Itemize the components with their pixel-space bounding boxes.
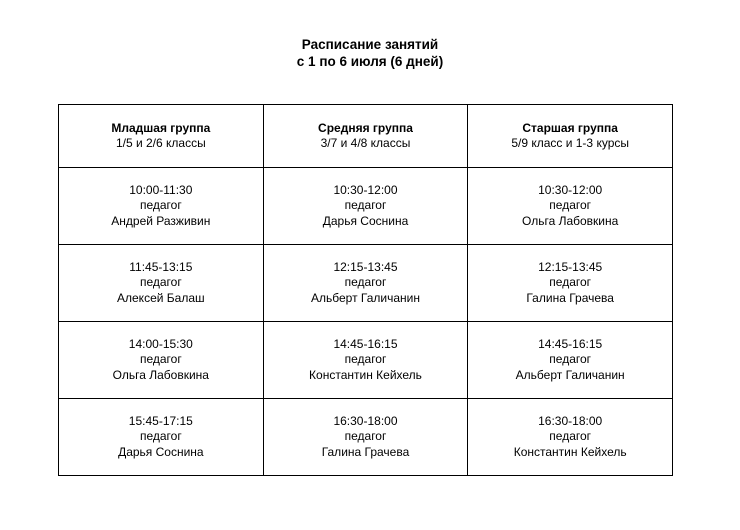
slot-role: педагог xyxy=(344,275,387,290)
schedule-cell xyxy=(59,399,264,476)
slot-time: 16:30-18:00 xyxy=(333,413,398,428)
table-row xyxy=(59,322,673,399)
schedule-body xyxy=(59,168,673,476)
slot-time: 14:45-16:15 xyxy=(333,336,398,351)
group-name: Младшая группа xyxy=(111,120,211,135)
table-row xyxy=(59,399,673,476)
slot-teacher: Константин Кейхель xyxy=(309,367,422,382)
page-title xyxy=(0,36,740,70)
schedule-cell xyxy=(468,245,673,322)
slot-teacher: Альберт Галичанин xyxy=(310,290,420,305)
slot-teacher: Галина Грачева xyxy=(321,444,410,459)
slot-role: педагог xyxy=(139,198,182,213)
slot-time: 11:45-13:15 xyxy=(129,259,193,274)
group-name: Средняя группа xyxy=(318,120,413,135)
slot-teacher: Галина Грачева xyxy=(526,290,614,305)
group-name: Старшая группа xyxy=(522,120,618,135)
table-row xyxy=(59,245,673,322)
slot-teacher: Алексей Балаш xyxy=(117,290,205,305)
slot-role: педагог xyxy=(139,275,182,290)
schedule-cell xyxy=(263,245,468,322)
group-classes: 1/5 и 2/6 классы xyxy=(115,136,206,150)
slot-teacher: Дарья Соснина xyxy=(322,213,409,228)
slot-teacher: Константин Кейхель xyxy=(513,444,627,459)
schedule-header xyxy=(59,105,673,168)
slot-teacher: Альберт Галичанин xyxy=(515,367,625,382)
slot-role: педагог xyxy=(344,352,387,367)
schedule-cell xyxy=(468,399,673,476)
slot-teacher: Ольга Лабовкина xyxy=(522,213,619,228)
slot-time: 14:45-16:15 xyxy=(538,336,603,351)
slot-role: педагог xyxy=(549,429,592,444)
slot-role: педагог xyxy=(549,198,592,213)
slot-time: 10:30-12:00 xyxy=(333,182,398,197)
slot-teacher: Ольга Лабовкина xyxy=(112,367,209,382)
slot-teacher: Андрей Разживин xyxy=(111,213,211,228)
slot-time: 12:15-13:45 xyxy=(333,259,398,274)
schedule-table xyxy=(58,104,673,476)
group-header-junior xyxy=(59,105,264,168)
slot-teacher: Дарья Соснина xyxy=(118,444,204,459)
slot-role: педагог xyxy=(344,198,387,213)
slot-role: педагог xyxy=(139,352,182,367)
slot-time: 10:30-12:00 xyxy=(538,182,603,197)
title-line-1: Расписание занятий xyxy=(301,37,439,52)
slot-role: педагог xyxy=(344,429,387,444)
header-row xyxy=(59,105,673,168)
schedule-cell xyxy=(263,168,468,245)
group-classes: 3/7 и 4/8 классы xyxy=(320,136,411,150)
title-line-2: с 1 по 6 июля (6 дней) xyxy=(296,54,444,69)
schedule-cell xyxy=(468,322,673,399)
schedule-cell xyxy=(263,399,468,476)
slot-time: 12:15-13:45 xyxy=(538,259,603,274)
schedule-cell xyxy=(59,168,264,245)
slot-time: 16:30-18:00 xyxy=(538,413,603,428)
slot-role: педагог xyxy=(139,429,182,444)
slot-role: педагог xyxy=(549,275,592,290)
group-header-senior xyxy=(468,105,673,168)
schedule-cell xyxy=(59,245,264,322)
schedule-cell xyxy=(468,168,673,245)
slot-time: 14:00-15:30 xyxy=(128,336,193,351)
table-row xyxy=(59,168,673,245)
schedule-cell xyxy=(59,322,264,399)
slot-role: педагог xyxy=(549,352,592,367)
group-header-middle xyxy=(263,105,468,168)
slot-time: 10:00-11:30 xyxy=(129,182,193,197)
schedule-cell xyxy=(263,322,468,399)
slot-time: 15:45-17:15 xyxy=(128,413,193,428)
group-classes: 5/9 класс и 1-3 курсы xyxy=(511,136,629,150)
